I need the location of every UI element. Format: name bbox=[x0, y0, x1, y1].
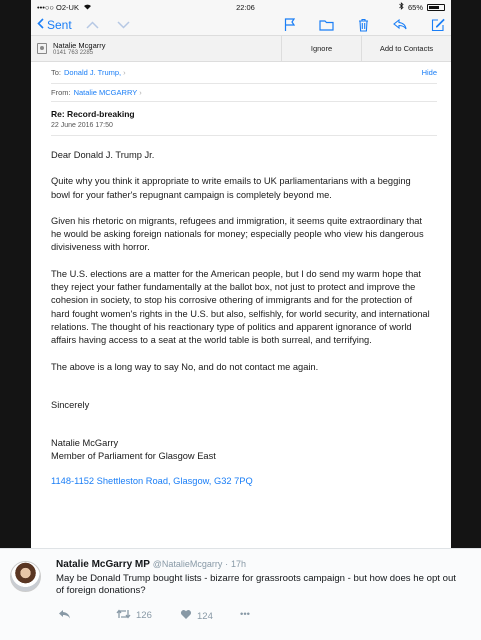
tweet-text: May be Donald Trump bought lists - bizarre for grassroots campaign - but how does he opt out of foreign donations? bbox=[56, 573, 456, 597]
chevron-down-icon[interactable] bbox=[117, 17, 130, 32]
carrier-label: •••○○ O2-UK bbox=[37, 2, 79, 12]
bluetooth-icon bbox=[399, 2, 404, 12]
signature-title: Member of Parliament for Glasgow East bbox=[51, 451, 216, 462]
reply-icon bbox=[58, 609, 71, 622]
chevron-left-icon bbox=[37, 18, 44, 32]
to-label: To: bbox=[51, 68, 62, 77]
avatar[interactable] bbox=[10, 561, 41, 592]
wifi-icon bbox=[83, 3, 92, 12]
like-count: 124 bbox=[197, 610, 213, 622]
tweet-time[interactable]: 17h bbox=[230, 559, 246, 569]
ignore-button[interactable]: Ignore bbox=[281, 36, 361, 61]
hide-button[interactable]: Hide bbox=[421, 68, 437, 77]
paragraph-4: The above is a long way to say No, and do not contact me again. bbox=[51, 361, 319, 372]
message-header bbox=[31, 62, 451, 136]
tweet-separator: · bbox=[225, 559, 229, 569]
tweet-handle[interactable]: @NatalieMcgarry bbox=[152, 559, 223, 569]
flag-icon[interactable] bbox=[284, 18, 295, 32]
clock: 22:06 bbox=[236, 2, 255, 12]
to-row bbox=[51, 62, 437, 84]
sender-banner bbox=[31, 36, 451, 62]
retweet-icon bbox=[116, 609, 131, 622]
paragraph-2: Given his rhetoric on migrants, refugees and immigration, it seems quite extraordinary that he would be asking foreign nationals for money; especially people who view his dangerous divisiveness with horror. bbox=[51, 215, 424, 253]
like-action[interactable] bbox=[180, 609, 213, 623]
tweet-card bbox=[0, 548, 481, 640]
closing: Sincerely bbox=[51, 399, 90, 410]
subject: Re: Record-breaking bbox=[51, 109, 135, 119]
sender-name: Natalie Mcgarry bbox=[53, 41, 106, 50]
from-label: From: bbox=[51, 88, 71, 97]
more-action[interactable] bbox=[240, 609, 250, 620]
sent-date: 22 June 2016 17:50 bbox=[51, 122, 113, 129]
greeting: Dear Donald J. Trump Jr. bbox=[51, 150, 155, 160]
compose-icon[interactable] bbox=[431, 18, 445, 32]
battery-percent: 65% bbox=[407, 2, 423, 12]
back-button[interactable] bbox=[37, 18, 72, 32]
back-label: Sent bbox=[47, 17, 72, 32]
mail-screen bbox=[31, 0, 451, 548]
paragraph-3: The U.S. elections are a matter for the American people, but I do send my warm hope that they reject your father fundamentally at the ballot box, not just to protect and improve the cohesion in society, to stop his corrosive othering of immigrants and for the protection of hard fought women's rights in the U.S. but also, selfishly, for world security, and international relations. The thought of his reactionary type of politics and apparent ignorance of world affairs having access to a seat at the world table is both surreal, and terrifying. bbox=[51, 268, 430, 346]
chevron-right-icon: › bbox=[139, 88, 142, 97]
folder-icon[interactable] bbox=[319, 19, 334, 31]
reply-action[interactable] bbox=[58, 609, 71, 622]
chevron-up-icon[interactable] bbox=[86, 17, 99, 32]
status-bar bbox=[31, 0, 451, 14]
from-row bbox=[51, 84, 437, 102]
to-recipient[interactable]: Donald J. Trump, bbox=[64, 68, 122, 77]
heart-icon bbox=[180, 609, 192, 623]
retweet-count: 126 bbox=[136, 610, 152, 621]
trash-icon[interactable] bbox=[358, 18, 369, 32]
sender-info bbox=[31, 36, 281, 61]
retweet-action[interactable] bbox=[116, 609, 152, 622]
tweet-author-name[interactable]: Natalie McGarry MP bbox=[56, 559, 150, 570]
tweet-header bbox=[56, 559, 246, 570]
subject-block bbox=[51, 102, 437, 136]
paragraph-1: Quite why you think it appropriate to write emails to UK parliamentarians with a begging bowl for your father's repugnant campaign is completely beyond me. bbox=[51, 176, 411, 200]
more-icon: ••• bbox=[240, 609, 250, 620]
email-body bbox=[31, 136, 451, 488]
mail-toolbar bbox=[31, 14, 451, 36]
battery-icon bbox=[427, 4, 445, 11]
contact-card-icon bbox=[37, 43, 47, 54]
add-to-contacts-button[interactable]: Add to Contacts bbox=[361, 36, 451, 61]
address-link[interactable]: 1148-1152 Shettleston Road, Glasgow, G32 7PQ bbox=[51, 475, 253, 486]
chevron-right-icon: › bbox=[123, 68, 126, 77]
reply-icon[interactable] bbox=[393, 19, 407, 30]
signature-name: Natalie McGarry bbox=[51, 438, 119, 449]
from-sender[interactable]: Natalie MCGARRY bbox=[73, 88, 138, 97]
sender-phone: 0141 763 2285 bbox=[53, 50, 94, 56]
